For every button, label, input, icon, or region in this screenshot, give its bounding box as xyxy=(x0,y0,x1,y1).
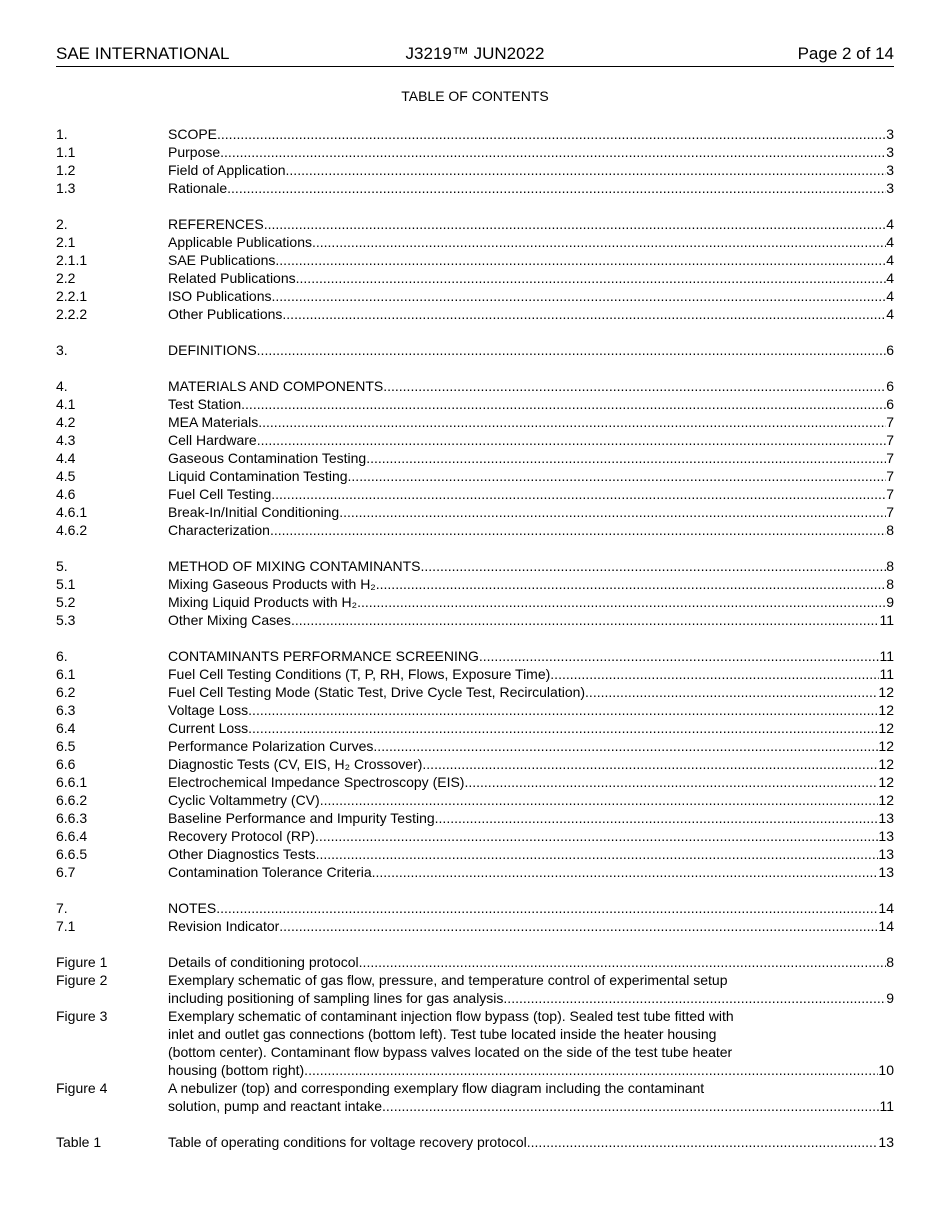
figure-caption-last-line xyxy=(168,953,894,971)
toc-entry-number: 6. xyxy=(56,648,68,664)
toc-entry-title: SCOPE xyxy=(168,126,218,142)
toc-entry-page: 8 xyxy=(886,558,894,574)
toc-entry[interactable] xyxy=(56,503,894,521)
toc-entry-number: 7. xyxy=(56,900,68,916)
toc-gap xyxy=(56,323,894,341)
toc-dot-leader xyxy=(296,269,887,287)
toc-entry-body xyxy=(168,179,894,197)
toc-entry-body xyxy=(168,773,894,791)
toc-entry-body xyxy=(168,827,894,845)
figure-label: Figure 3 xyxy=(56,1008,108,1024)
toc-entry-body xyxy=(168,557,894,575)
toc-entry-number: 1. xyxy=(56,126,68,142)
toc-dot-leader xyxy=(220,143,886,161)
toc-dot-leader xyxy=(372,863,879,881)
toc-entry-number: 5.1 xyxy=(56,576,76,592)
toc-entry-body xyxy=(168,161,894,179)
toc-entry-page: 12 xyxy=(878,702,894,718)
toc-dot-leader xyxy=(248,719,878,737)
toc-entry-body xyxy=(168,395,894,413)
toc-entry-page: 13 xyxy=(878,864,894,880)
toc-entry[interactable] xyxy=(56,287,894,305)
toc-dot-leader xyxy=(359,953,887,971)
toc-entry-body xyxy=(168,863,894,881)
toc-entry-body xyxy=(168,341,894,359)
header-page-number: Page 2 of 14 xyxy=(797,44,894,63)
table-caption-text: Table of operating conditions for voltage recovery protocol xyxy=(168,1134,527,1150)
toc-entry[interactable] xyxy=(56,809,894,827)
toc-dot-leader xyxy=(373,737,878,755)
toc-entry-number: 2.2.1 xyxy=(56,288,88,304)
toc-entry-body xyxy=(168,143,894,161)
toc-entry-title: MEA Materials xyxy=(168,414,259,430)
toc-entry[interactable] xyxy=(56,161,894,179)
toc-entry-page: 6 xyxy=(886,396,894,412)
toc-entry[interactable] xyxy=(56,827,894,845)
toc-entry[interactable] xyxy=(56,449,894,467)
toc-dot-leader xyxy=(286,161,887,179)
toc-entry-title: Applicable Publications xyxy=(168,234,312,250)
toc-entry-title: Performance Polarization Curves xyxy=(168,738,374,754)
toc-dot-leader xyxy=(282,305,886,323)
toc-entry[interactable] xyxy=(56,665,894,683)
toc-entry-body xyxy=(168,683,894,701)
toc-entry-title: Fuel Cell Testing Conditions (T, P, RH, Flows, Exposure Time) xyxy=(168,666,551,682)
figure-entry[interactable] xyxy=(56,1007,894,1079)
toc-entry[interactable] xyxy=(56,143,894,161)
toc-entry-title: DEFINITIONS xyxy=(168,342,257,358)
toc-entry-body xyxy=(168,431,894,449)
toc-entry-page: 4 xyxy=(886,252,894,268)
toc-entry-number: 4.1 xyxy=(56,396,76,412)
toc-entry-number: 6.6.1 xyxy=(56,774,88,790)
toc-entry-page: 9 xyxy=(886,594,894,610)
toc-dot-leader xyxy=(257,341,887,359)
toc-entry-body xyxy=(168,305,894,323)
toc-entry-title: METHOD OF MIXING CONTAMINANTS xyxy=(168,558,421,574)
toc-entry[interactable] xyxy=(56,899,894,917)
toc-entry-body xyxy=(168,449,894,467)
toc-entry-page: 3 xyxy=(886,126,894,142)
toc-dot-leader xyxy=(270,521,886,539)
toc-entry[interactable] xyxy=(56,863,894,881)
toc-dot-leader xyxy=(257,431,887,449)
toc-entry-body xyxy=(168,485,894,503)
toc-entry[interactable] xyxy=(56,431,894,449)
toc-entry-title: Diagnostic Tests (CV, EIS, H₂ Crossover) xyxy=(168,756,423,772)
toc-entry[interactable] xyxy=(56,719,894,737)
toc-dot-leader xyxy=(264,215,887,233)
figure-caption-last-line xyxy=(168,1097,894,1115)
toc-entry[interactable] xyxy=(56,773,894,791)
toc-dot-leader xyxy=(550,665,879,683)
toc-entry[interactable] xyxy=(56,521,894,539)
toc-entry-page: 4 xyxy=(886,270,894,286)
toc-dot-leader xyxy=(217,125,886,143)
toc-entry-number: 6.2 xyxy=(56,684,76,700)
toc-entry[interactable] xyxy=(56,647,894,665)
toc-entry-number: 4.6.2 xyxy=(56,522,88,538)
toc-entry-title: Break-In/Initial Conditioning xyxy=(168,504,340,520)
toc-entry[interactable] xyxy=(56,341,894,359)
toc-entry-page: 4 xyxy=(886,216,894,232)
toc-entry-page: 12 xyxy=(878,774,894,790)
toc-entry-number: 6.6.2 xyxy=(56,792,88,808)
toc-entry-page: 4 xyxy=(886,306,894,322)
toc-dot-leader xyxy=(308,1061,878,1079)
toc-entry-body xyxy=(168,287,894,305)
toc-entry-body xyxy=(168,269,894,287)
toc-dot-leader xyxy=(241,395,886,413)
toc-entry-number: 6.4 xyxy=(56,720,76,736)
toc-entry-page: 7 xyxy=(886,450,894,466)
toc-entry-page: 12 xyxy=(878,792,894,808)
toc-entry-number: 4.4 xyxy=(56,450,76,466)
toc-entry-number: 4.6 xyxy=(56,486,76,502)
toc-entry-body xyxy=(168,233,894,251)
toc-dot-leader xyxy=(258,413,886,431)
toc-entry-title: Contamination Tolerance Criteria xyxy=(168,864,372,880)
toc-entry[interactable] xyxy=(56,179,894,197)
toc-dot-leader xyxy=(422,755,878,773)
toc-entry-body xyxy=(168,647,894,665)
toc-dot-leader xyxy=(315,827,878,845)
toc-dot-leader xyxy=(216,899,878,917)
toc-entry-title: Other Publications xyxy=(168,306,283,322)
toc-entry-page: 12 xyxy=(878,756,894,772)
table-label: Table 1 xyxy=(56,1134,102,1150)
toc-entry-title: Baseline Performance and Impurity Testing xyxy=(168,810,435,826)
toc-entry-body xyxy=(168,125,894,143)
toc-entry-title: Other Mixing Cases xyxy=(168,612,291,628)
toc-entry-body xyxy=(168,665,894,683)
toc-entry-page: 12 xyxy=(878,684,894,700)
figure-page: 10 xyxy=(878,1062,894,1078)
toc-entry-body xyxy=(168,503,894,521)
toc-entry[interactable] xyxy=(56,377,894,395)
toc-dot-leader xyxy=(585,683,878,701)
toc-entry-page: 13 xyxy=(878,828,894,844)
toc-dot-leader xyxy=(527,1133,879,1151)
toc-entry-body xyxy=(168,377,894,395)
toc-entry-body xyxy=(168,215,894,233)
figure-label: Figure 1 xyxy=(56,954,108,970)
toc-entry-body xyxy=(168,251,894,269)
toc-entry-number: 7.1 xyxy=(56,918,76,934)
toc-entry-page: 14 xyxy=(878,900,894,916)
toc-entry-title: Related Publications xyxy=(168,270,296,286)
toc-entry-page: 7 xyxy=(886,414,894,430)
toc-dot-leader xyxy=(312,233,886,251)
toc-entry-title: Fuel Cell Testing xyxy=(168,486,272,502)
toc-dot-leader xyxy=(227,179,886,197)
toc-entry-title: Fuel Cell Testing Mode (Static Test, Drive Cycle Test, Recirculation) xyxy=(168,684,586,700)
toc-entry-title: Liquid Contamination Testing xyxy=(168,468,348,484)
toc-entry-body xyxy=(168,575,894,593)
toc-entry-title: Current Loss xyxy=(168,720,249,736)
figure-caption-text: housing (bottom right). xyxy=(168,1062,309,1078)
toc-entry-title: SAE Publications xyxy=(168,252,276,268)
toc-entry-number: 6.7 xyxy=(56,864,76,880)
toc-entry-number: 6.6.5 xyxy=(56,846,88,862)
toc-entry-number: 3. xyxy=(56,342,68,358)
toc-entry-number: 6.5 xyxy=(56,738,76,754)
figure-caption xyxy=(168,1079,894,1115)
figure-caption xyxy=(168,1007,894,1079)
toc-entry-number: 6.6.4 xyxy=(56,828,88,844)
toc-entry-page: 8 xyxy=(886,522,894,538)
toc-entry-body xyxy=(168,413,894,431)
toc-entry[interactable] xyxy=(56,701,894,719)
toc-dot-leader xyxy=(348,467,887,485)
figure-caption xyxy=(168,971,894,1007)
toc-entry[interactable] xyxy=(56,485,894,503)
toc-entry-page: 8 xyxy=(886,576,894,592)
toc-entry-title: ISO Publications xyxy=(168,288,272,304)
toc-entry-title: Test Station xyxy=(168,396,242,412)
figure-label: Figure 2 xyxy=(56,972,108,988)
table-page: 13 xyxy=(878,1134,894,1150)
figure-caption-line: Exemplary schematic of gas flow, pressure, and temperature control of experimental setup xyxy=(168,972,728,988)
toc-entry-page: 7 xyxy=(886,486,894,502)
toc-entry-title: Revision Indicator xyxy=(168,918,280,934)
toc-entry-body xyxy=(168,845,894,863)
toc-entry-number: 2.1.1 xyxy=(56,252,88,268)
toc-entry-page: 3 xyxy=(886,180,894,196)
toc-entry-body xyxy=(168,467,894,485)
toc-dot-leader xyxy=(275,251,886,269)
toc-dot-leader xyxy=(421,557,887,575)
toc-entry[interactable] xyxy=(56,917,894,935)
toc-entry-page: 11 xyxy=(879,648,894,664)
toc-entry-page: 12 xyxy=(878,738,894,754)
toc-entry-title: Rationale xyxy=(168,180,228,196)
toc-entry-title: Electrochemical Impedance Spectroscopy (EIS) xyxy=(168,774,465,790)
toc-entry[interactable] xyxy=(56,593,894,611)
toc-dot-leader xyxy=(279,917,878,935)
toc-entry-title: CONTAMINANTS PERFORMANCE SCREENING xyxy=(168,648,479,664)
toc-entry-number: 4.6.1 xyxy=(56,504,88,520)
toc-entry-body xyxy=(168,611,894,629)
figure-caption-line: inlet and outlet gas connections (bottom left). Test tube located inside the heater housing xyxy=(168,1026,717,1042)
toc-entry[interactable] xyxy=(56,269,894,287)
figure-page: 11 xyxy=(879,1098,894,1114)
toc-entry[interactable] xyxy=(56,305,894,323)
toc-title: TABLE OF CONTENTS xyxy=(401,88,549,104)
toc-entry[interactable] xyxy=(56,755,894,773)
toc-entry-title: Cyclic Voltammetry (CV) xyxy=(168,792,320,808)
toc-entry-page: 7 xyxy=(886,468,894,484)
toc-gap xyxy=(56,881,894,899)
toc-entry-body xyxy=(168,755,894,773)
figure-caption-line: Exemplary schematic of contaminant injection flow bypass (top). Sealed test tube fitted with xyxy=(168,1008,734,1024)
toc-entry-number: 4. xyxy=(56,378,68,394)
toc-entry[interactable] xyxy=(56,467,894,485)
toc-entry-page: 13 xyxy=(878,810,894,826)
toc-entry-number: 1.2 xyxy=(56,162,76,178)
toc-entry-page: 6 xyxy=(886,342,894,358)
figure-label: Figure 4 xyxy=(56,1080,108,1096)
figure-caption-text: solution, pump and reactant intake xyxy=(168,1098,383,1114)
figure-caption-text: Details of conditioning protocol xyxy=(168,954,359,970)
figure-page: 8 xyxy=(886,954,894,970)
toc-entry-number: 4.3 xyxy=(56,432,76,448)
toc-entry[interactable] xyxy=(56,611,894,629)
toc-entry[interactable] xyxy=(56,215,894,233)
toc-entry-number: 5. xyxy=(56,558,68,574)
toc-dot-leader xyxy=(383,377,886,395)
toc-dot-leader xyxy=(320,791,879,809)
toc-gap xyxy=(56,197,894,215)
toc-entry-body xyxy=(168,791,894,809)
toc-entry-title: Recovery Protocol (RP) xyxy=(168,828,316,844)
toc-dot-leader xyxy=(291,611,880,629)
figure-entry[interactable] xyxy=(56,971,894,1007)
toc-gap xyxy=(56,359,894,377)
toc-entry-body xyxy=(168,521,894,539)
toc-dot-leader xyxy=(479,647,880,665)
toc-entry[interactable] xyxy=(56,251,894,269)
toc-entry-page: 11 xyxy=(879,666,894,682)
toc-entry-title: MATERIALS AND COMPONENTS xyxy=(168,378,384,394)
toc-entry-body xyxy=(168,719,894,737)
header-organization: SAE INTERNATIONAL xyxy=(56,44,230,63)
toc-entry-page: 11 xyxy=(879,612,894,628)
toc-entry[interactable] xyxy=(56,395,894,413)
toc-entry-page: 4 xyxy=(886,234,894,250)
toc-entry[interactable] xyxy=(56,233,894,251)
toc-entry-page: 7 xyxy=(886,504,894,520)
figure-entry[interactable] xyxy=(56,953,894,971)
toc-entry-number: 4.2 xyxy=(56,414,76,430)
toc-entry-page: 3 xyxy=(886,162,894,178)
toc-gap xyxy=(56,539,894,557)
toc-entry[interactable] xyxy=(56,737,894,755)
toc-entry-page: 13 xyxy=(878,846,894,862)
figure-caption-text: including positioning of sampling lines for gas analysis xyxy=(168,990,504,1006)
figure-page: 9 xyxy=(886,990,894,1006)
figure-caption-line: (bottom center). Contaminant flow bypass valves located on the side of the test tube heater xyxy=(168,1044,733,1060)
toc-entry[interactable] xyxy=(56,845,894,863)
toc-entry-title: Purpose xyxy=(168,144,221,160)
toc-entry[interactable] xyxy=(56,413,894,431)
toc-entry-title: Mixing Gaseous Products with H₂ xyxy=(168,576,376,592)
toc-entry[interactable] xyxy=(56,683,894,701)
toc-entry-number: 2.2 xyxy=(56,270,76,286)
toc-entry-body xyxy=(168,737,894,755)
toc-entry[interactable] xyxy=(56,575,894,593)
toc-entry-body xyxy=(168,917,894,935)
toc-dot-leader xyxy=(272,287,887,305)
toc-entry-number: 5.2 xyxy=(56,594,76,610)
table-caption-last-line xyxy=(168,1133,894,1151)
toc-dot-leader xyxy=(316,845,879,863)
figure-entry[interactable] xyxy=(56,1079,894,1115)
toc-entry-page: 6 xyxy=(886,378,894,394)
toc-entry-title: NOTES xyxy=(168,900,217,916)
toc-dot-leader xyxy=(339,503,886,521)
figure-caption xyxy=(168,953,894,971)
table-of-contents xyxy=(56,125,894,1151)
table-caption xyxy=(168,1133,894,1151)
toc-gap xyxy=(56,629,894,647)
toc-entry-number: 2.2.2 xyxy=(56,306,88,322)
toc-entry-page: 4 xyxy=(886,288,894,304)
toc-gap xyxy=(56,1115,894,1133)
figure-caption-last-line xyxy=(168,1061,894,1079)
toc-entry-title: Characterization xyxy=(168,522,270,538)
toc-entry-body xyxy=(168,809,894,827)
toc-entry-page: 12 xyxy=(878,720,894,736)
toc-entry-title: Mixing Liquid Products with H₂ xyxy=(168,594,358,610)
toc-dot-leader xyxy=(503,989,886,1007)
toc-entry-title: Other Diagnostics Tests xyxy=(168,846,316,862)
toc-entry[interactable] xyxy=(56,125,894,143)
header-document-id: J3219™ JUN2022 xyxy=(405,44,545,63)
toc-dot-leader xyxy=(357,593,886,611)
toc-entry-title: Gaseous Contamination Testing xyxy=(168,450,367,466)
toc-entry-number: 6.6 xyxy=(56,756,76,772)
figure-caption-last-line xyxy=(168,989,894,1007)
toc-entry-body xyxy=(168,899,894,917)
table-entry[interactable] xyxy=(56,1133,894,1151)
toc-dot-leader xyxy=(435,809,879,827)
toc-entry[interactable] xyxy=(56,557,894,575)
toc-entry-title: Field of Application xyxy=(168,162,286,178)
toc-entry-number: 6.3 xyxy=(56,702,76,718)
toc-entry-number: 1.3 xyxy=(56,180,76,196)
toc-entry-title: Voltage Loss xyxy=(168,702,249,718)
toc-entry-page: 7 xyxy=(886,432,894,448)
toc-gap xyxy=(56,935,894,953)
toc-entry-title: Cell Hardware xyxy=(168,432,257,448)
toc-entry-number: 4.5 xyxy=(56,468,76,484)
toc-entry-number: 6.6.3 xyxy=(56,810,88,826)
toc-dot-leader xyxy=(376,575,886,593)
page-header xyxy=(56,44,894,67)
toc-entry-body xyxy=(168,593,894,611)
toc-dot-leader xyxy=(271,485,886,503)
toc-dot-leader xyxy=(382,1097,879,1115)
toc-entry-number: 5.3 xyxy=(56,612,76,628)
figure-caption-line: A nebulizer (top) and corresponding exemplary flow diagram including the contaminant xyxy=(168,1080,705,1096)
toc-entry-number: 6.1 xyxy=(56,666,76,682)
toc-entry[interactable] xyxy=(56,791,894,809)
toc-entry-title: REFERENCES xyxy=(168,216,264,232)
toc-dot-leader xyxy=(366,449,886,467)
toc-entry-number: 1.1 xyxy=(56,144,76,160)
toc-dot-leader xyxy=(464,773,878,791)
toc-entry-number: 2. xyxy=(56,216,68,232)
toc-entry-body xyxy=(168,701,894,719)
toc-entry-number: 2.1 xyxy=(56,234,76,250)
toc-dot-leader xyxy=(248,701,878,719)
toc-entry-page: 3 xyxy=(886,144,894,160)
toc-entry-page: 14 xyxy=(878,918,894,934)
